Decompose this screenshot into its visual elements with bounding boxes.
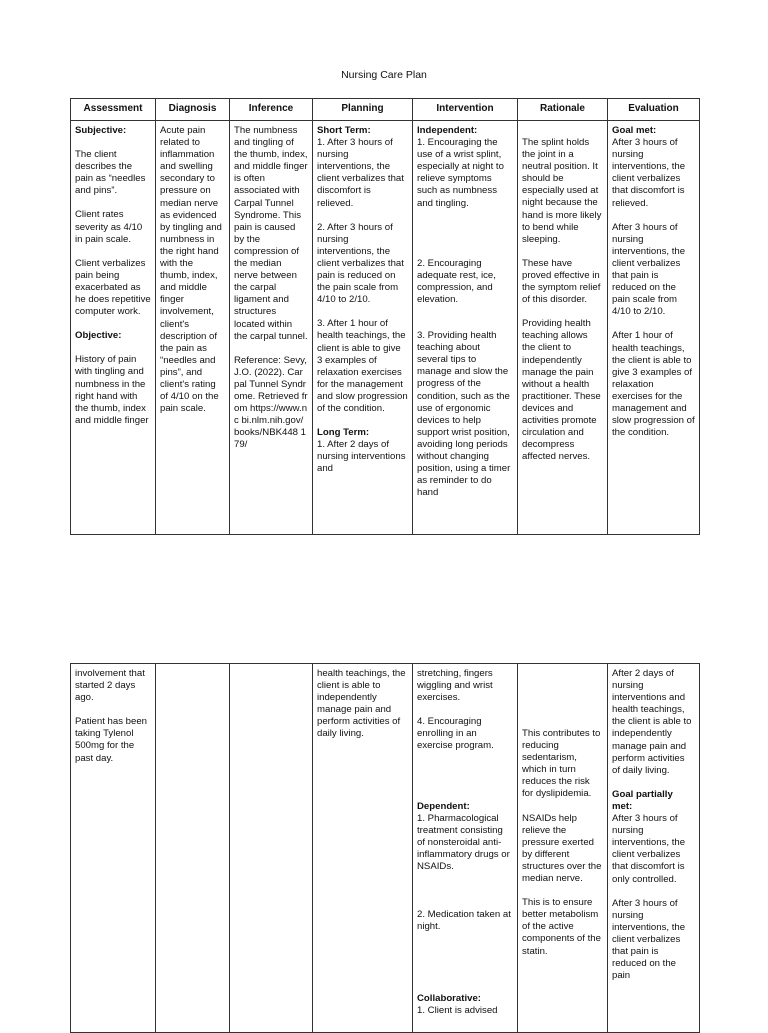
short-term-label: Short Term: [317,125,371,136]
planning-text: 1. After 3 hours of nursing interventions, the client verbalizes that discomfort is relieved. [317,137,404,209]
evaluation-text: After 3 hours of nursing interventions, the client verbalizes that pain is reduced on the pain scale from 4/10 to 2/10. [612,221,686,318]
rationale-text: NSAIDs help relieve the pressure exerted by different structures over the median nerve. [522,812,602,885]
inference-text: The numbness and tingling of the thumb, index, and middle finger is often associated with Carpal Tunnel Syndrome. This pain is caused by the compression of the median nerve between the carpal ligament and structures located within the carpal tunnel. [234,125,308,342]
intervention-cell [413,664,518,1033]
rationale-cell [518,664,608,1033]
assessment-cell [71,664,156,1033]
inference-cell [230,664,313,1033]
planning-cell [313,664,413,1033]
subjective-label: Subjective: [75,125,127,136]
diagnosis-cell [156,121,230,535]
assessment-text: Patient has been taking Tylenol 500mg for the past day. [75,716,148,764]
planning-text: 3. After 1 hour of health teachings, the client is able to give 3 examples of relaxation exercises for the management and slow progression of the condition. [317,318,408,414]
header-rationale: Rationale [518,99,608,121]
planning-text: health teachings, the client is able to independently manage pain and perform activities of daily living. [317,668,406,740]
objective-label: Objective: [75,330,122,342]
table-row [71,664,700,1033]
intervention-text: 4. Encouraging enrolling in an exercise program. [417,716,494,752]
header-planning: Planning [313,99,413,121]
rationale-text: This contributes to reducing sedentarism, which in turn reduces the risk for dyslipidemia. [522,728,601,800]
intervention-text: 2. Medication taken at night. [417,909,511,933]
intervention-text: 1. Pharmacological treatment consisting of nonsteroidal anti-inflammatory drugs or NSAIDs. [417,812,510,873]
intervention-text: stretching, fingers wiggling and wrist exercises. [417,668,493,704]
intervention-text: 1. Encouraging the use of a wrist splint, especially at night to relieve symptoms such as numbness and tingling. [417,137,504,209]
table-header-row [71,99,700,121]
intervention-text: 1. Client is advised [417,1005,498,1017]
inference-cell [230,121,313,535]
planning-text: 1. After 2 days of nursing interventions and [317,439,406,475]
care-plan-table-page-1 [70,98,700,535]
evaluation-cell [608,121,700,535]
header-evaluation: Evaluation [608,99,700,121]
goal-partially-met-label: Goal partially met: [612,788,673,812]
header-inference: Inference [230,99,313,121]
long-term-label: Long Term: [317,427,370,439]
collaborative-label: Collaborative: [417,993,481,1005]
assessment-cell [71,121,156,535]
evaluation-text: After 2 days of nursing interventions and health teachings, the client is able to independently manage pain and perform activities of daily living. [612,668,692,776]
assessment-text: Client verbalizes pain being exacerbated as he does repetitive computer work. [75,257,151,318]
assessment-text: Client rates severity as 4/10 in pain scale. [75,209,143,245]
rationale-text: These have proved effective in the symptom relief of this disorder. [522,257,601,306]
dependent-label: Dependent: [417,800,470,812]
header-diagnosis: Diagnosis [156,99,230,121]
rationale-cell [518,121,608,535]
assessment-text: History of pain with tingling and numbness in the right hand with the thumb, index and middle finger [75,354,149,426]
header-intervention: Intervention [413,99,518,121]
diagnosis-cell [156,664,230,1033]
rationale-text: The splint holds the joint in a neutral position. It should be especially used at night because the hand is more likely to bend while sleeping. [522,137,602,245]
goal-met-label: Goal met: [612,125,657,136]
assessment-text: The client describes the pain as “needles and pins”. [75,149,146,197]
diagnosis-text: Acute pain related to inflammation and swelling secondary to pressure on median nerve as evidenced by tingling and numbness in the right hand with the thumb, index, and middle finger involvement, client's description of the pain as “needles and pins”, and client's rating of 4/10 on the pain scale. [160,125,222,415]
planning-text: 2. After 3 hours of nursing interventions, the client verbalizes that pain is reduced on the pain scale from 4/10 to 2/10. [317,221,404,306]
independent-label: Independent: [417,125,478,136]
evaluation-text: After 1 hour of health teachings, the client is able to give 3 examples of relaxation exercises for the management and slow progression of the condition. [612,330,695,439]
header-assessment: Assessment [71,99,156,121]
table-row [71,121,700,535]
reference-text: Reference: Sevy, J.O. (2022). Carpal Tunnel Syndrome. Retrieved from https://www.nc bi.nlm.nih.gov/ books/NBK448 179/ [234,354,308,451]
document-title: Nursing Care Plan [341,69,427,81]
intervention-text: 3. Providing health teaching about several tips to manage and slow the progress of the condition, such as the use of ergonomic devices to help support wrist position, avoiding long periods without changing position, using a timer as reminder to do hand [417,330,511,499]
intervention-cell [413,121,518,535]
evaluation-cell [608,664,700,1033]
evaluation-text: After 3 hours of nursing interventions, the client verbalizes that pain is reduced on the pain [612,897,686,982]
care-plan-table-page-2 [70,663,700,1033]
rationale-text: This is to ensure better metabolism of the active components of the statin. [522,897,601,957]
rationale-text: Providing health teaching allows the client to independently manage the pain without a health practitioner. These devices and activities promote circulation and decompress affected nerves. [522,318,601,463]
intervention-text: 2. Encouraging adequate rest, ice, compression, and elevation. [417,257,496,305]
assessment-text: involvement that started 2 days ago. [75,668,145,704]
evaluation-text: After 3 hours of nursing interventions, the client verbalizes that discomfort is only controlled. [612,813,686,885]
planning-cell [313,121,413,535]
evaluation-text: After 3 hours of nursing interventions, the client verbalizes that discomfort is relieved. [612,137,686,209]
